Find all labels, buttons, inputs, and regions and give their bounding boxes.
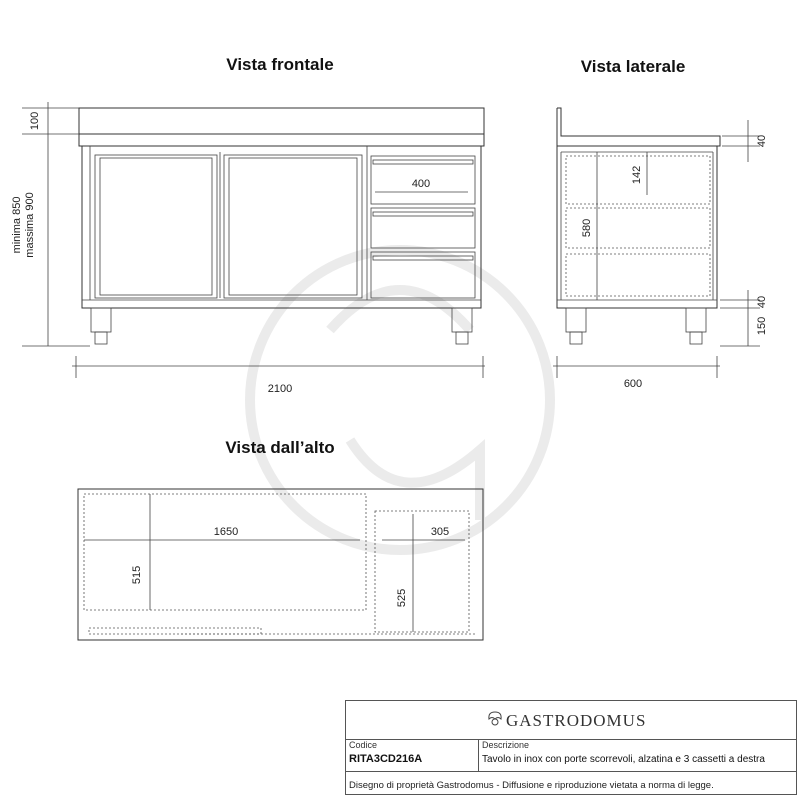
side-dimensions [553, 120, 760, 378]
dim-inner-height: 580 [581, 218, 593, 238]
dim-foot-height: 150 [756, 316, 768, 336]
dim-total-width: 2100 [267, 383, 293, 395]
code-cell [346, 739, 479, 771]
brand-name: GASTRODOMUS [506, 711, 647, 730]
dim-cabinet-depth: 515 [131, 565, 143, 585]
dim-drawer-width-front: 400 [411, 178, 431, 190]
dim-drawer-depth-top: 525 [396, 588, 408, 608]
front-dimensions [22, 102, 485, 378]
dim-height-min: minima 850 [11, 196, 23, 254]
dim-cabinet-width: 1650 [213, 526, 239, 538]
dim-drawer-width-top: 305 [430, 526, 450, 538]
code-label: Codice [349, 740, 378, 750]
top-view-drawing [78, 489, 483, 640]
top-view-title: Vista dall’alto [225, 438, 335, 457]
brand-header [346, 701, 796, 740]
product-info-row [346, 739, 796, 772]
dim-height-max: massima 900 [24, 192, 36, 258]
dim-total-depth: 600 [623, 378, 643, 390]
copyright-footer: Disegno di proprietà Gastrodomus - Diffusione e riproduzione vietata a norma di legge. [349, 780, 714, 791]
title-block [345, 700, 797, 795]
dim-top-thickness: 40 [756, 134, 768, 148]
side-view-title: Vista laterale [580, 57, 686, 76]
description-label: Descrizione [482, 740, 530, 750]
dim-splash-height: 100 [29, 111, 41, 131]
dim-drawer-depth: 142 [631, 165, 643, 185]
dim-bottom-band: 40 [756, 295, 768, 309]
front-view-title: Vista frontale [226, 55, 334, 74]
description-value: Tavolo in inox con porte scorrevoli, alzatina e 3 cassetti a destra [482, 754, 765, 765]
code-value: RITA3CD216A [349, 753, 423, 765]
gastrodomus-logo-icon [486, 709, 504, 727]
